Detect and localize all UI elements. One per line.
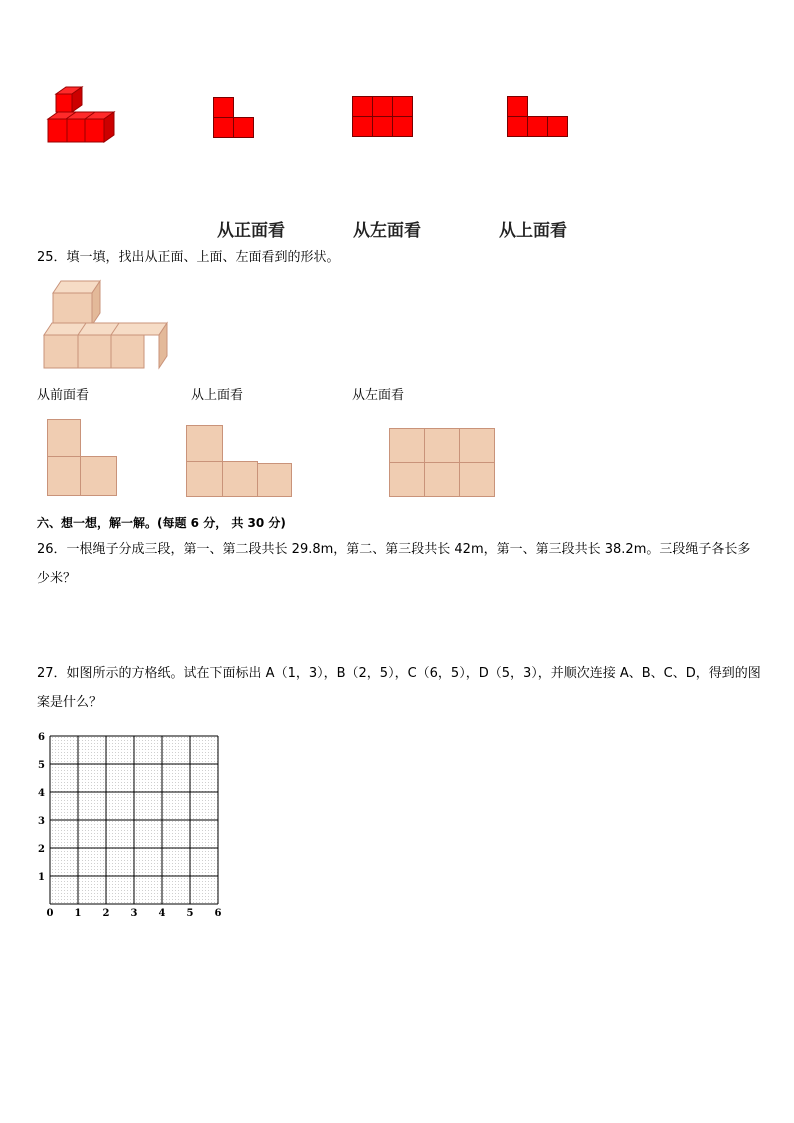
x-tick-label: 6 bbox=[214, 908, 222, 919]
red-top-view bbox=[507, 96, 568, 138]
section-6-title: 六、想一想，解一解。(每题 6 分， 共 30 分) bbox=[37, 516, 286, 530]
x-tick-label: 2 bbox=[102, 908, 110, 919]
y-tick-label: 5 bbox=[38, 760, 45, 771]
y-tick-label: 2 bbox=[38, 844, 45, 855]
label-left-view: 从左面看 bbox=[353, 221, 421, 241]
label-top-view: 从上面看 bbox=[499, 221, 567, 241]
x-tick-label: 4 bbox=[158, 908, 166, 919]
y-tick-label: 1 bbox=[38, 872, 45, 883]
x-tick-label: 0 bbox=[46, 908, 54, 919]
red-front-view bbox=[213, 97, 255, 139]
question-25: 25．填一填，找出从正面、上面、左面看到的形状。 bbox=[37, 250, 340, 265]
y-tick-label: 6 bbox=[38, 732, 45, 743]
red-cube-solid bbox=[44, 84, 126, 146]
x-tick-label: 3 bbox=[130, 908, 138, 919]
coordinate-grid bbox=[34, 728, 234, 923]
beige-cube-solid bbox=[43, 279, 171, 371]
question-26: 26．一根绳子分成三段，第一、第二段共长 29.8m，第二、第三段共长 42m，第一、第三段共长 38.2m。三段绳子各长多少米？ bbox=[37, 542, 751, 586]
x-tick-label: 1 bbox=[74, 908, 82, 919]
label-top-view-q25: 从上面看 bbox=[191, 388, 244, 403]
label-front-view-q25: 从前面看 bbox=[37, 388, 90, 403]
question-27: 27．如图所示的方格纸。试在下面标出 A（1，3），B（2，5），C（6，5），D（5，3），并顺次连接 A、B、C、D，得到的图案是什么？ bbox=[37, 666, 761, 710]
label-front-view: 从正面看 bbox=[217, 221, 285, 241]
label-left-view-q25: 从左面看 bbox=[352, 388, 405, 403]
y-tick-label: 3 bbox=[38, 816, 45, 827]
x-tick-label: 5 bbox=[186, 908, 194, 919]
beige-front-view bbox=[47, 419, 118, 497]
beige-left-view bbox=[389, 428, 496, 498]
y-tick-label: 4 bbox=[38, 788, 45, 799]
red-left-view bbox=[352, 96, 413, 138]
beige-top-view bbox=[186, 425, 293, 498]
